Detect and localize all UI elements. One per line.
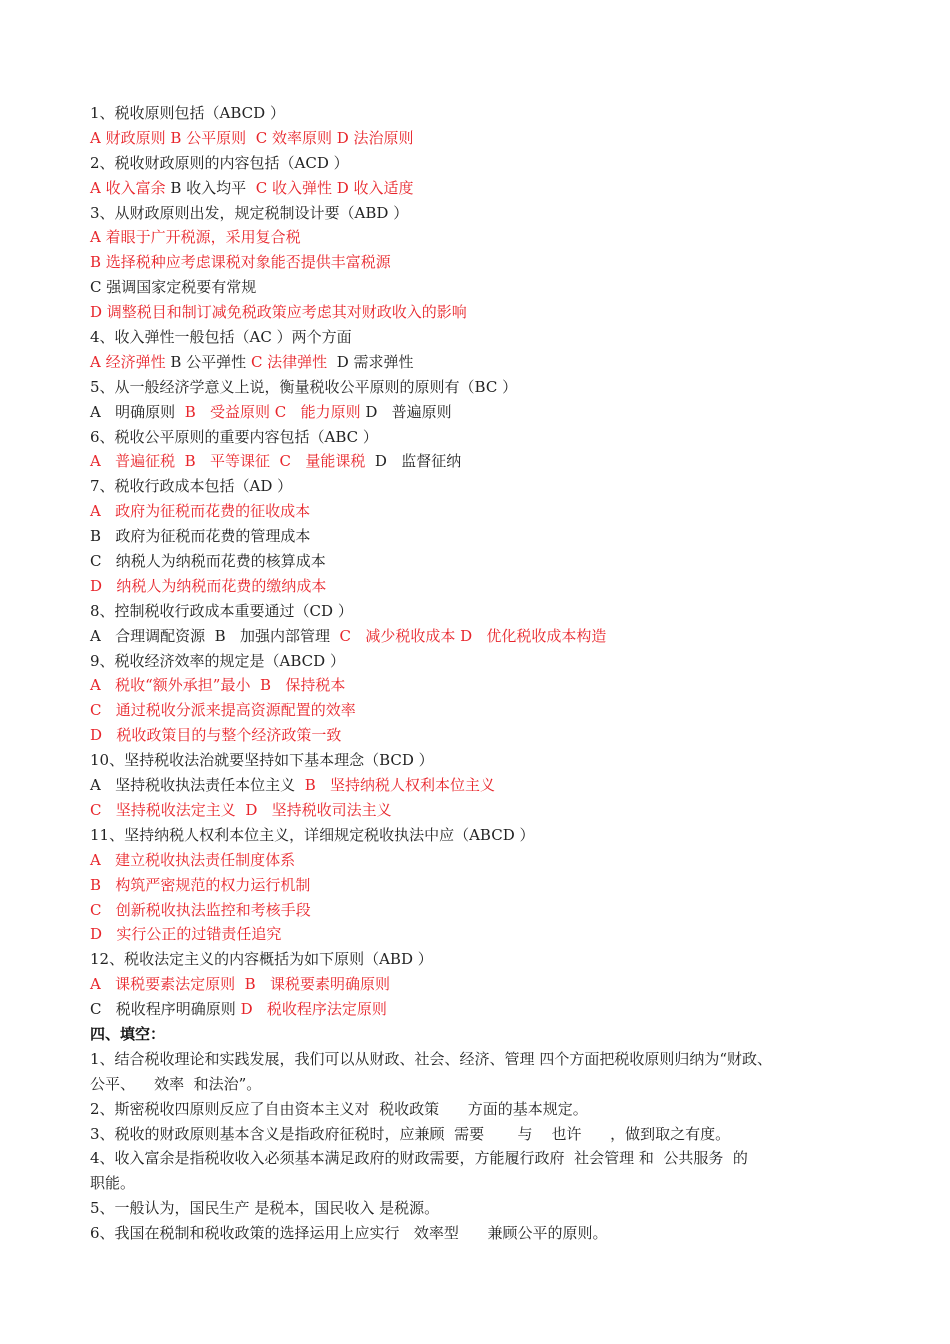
text-line [90, 1221, 870, 1246]
text-line [90, 1146, 870, 1171]
question-text: 2、税收财政原则的内容包括（ACD ） [90, 153, 349, 172]
text-line [90, 549, 870, 574]
text-line [90, 201, 870, 226]
question-text: 4、收入弹性一般包括（AC ）两个方面 [90, 328, 352, 347]
text-line [90, 773, 870, 798]
answer-text: D 实行公正的过错责任追究 [90, 925, 282, 944]
answer-text: B 坚持纳税人权利本位主义 [304, 776, 496, 795]
text-line [90, 1122, 870, 1147]
question-text: 7、税收行政成本包括（AD ） [90, 477, 293, 496]
question-text: 1、税收原则包括（ABCD ） [90, 104, 285, 122]
question-text: A 坚持税收执法责任本位主义 [90, 776, 305, 795]
question-text: 11、坚持纳税人权利本位主义，详细规定税收执法中应（ABCD ） [90, 825, 535, 844]
text-line [90, 449, 870, 474]
question-text: 10、坚持税收法治就要坚持如下基本理念（BCD ） [90, 751, 434, 770]
text-line [90, 275, 870, 300]
text-line [90, 723, 870, 748]
answer-text: A 经济弹性 [90, 352, 166, 371]
answer-text: A 税收“额外承担”最小 B 保持税本 [90, 676, 346, 695]
text-line [90, 250, 870, 275]
answer-text: D 税收政策目的与整个经济政策一致 [90, 726, 342, 745]
question-text: 6、我国在税制和税收政策的选择运用上应实行 效率型 兼顾公平的原则。 [90, 1224, 608, 1243]
answer-text: C 通过税收分派来提高资源配置的效率 [90, 701, 356, 720]
question-text: B 收入均平 [165, 178, 251, 197]
question-text: A 明确原则 [90, 402, 185, 421]
text-line [90, 898, 870, 923]
answer-text: A 收入富余 [90, 178, 166, 197]
text-line [90, 400, 870, 425]
text-line [90, 474, 870, 499]
text-line [90, 649, 870, 674]
text-line [90, 1196, 870, 1221]
answer-text: A 财政原则 B 公平原则 C 效率原则 D 法治原则 [90, 128, 414, 147]
answer-text: A 政府为征税而花费的征收成本 [90, 502, 311, 521]
question-text: 3、从财政原则出发，规定税制设计要（ABD ） [90, 203, 409, 222]
text-line [90, 1171, 870, 1196]
question-text: C 纳税人为纳税而花费的核算成本 [90, 552, 326, 571]
text-line [90, 873, 870, 898]
text-line [90, 997, 870, 1022]
answer-text: C 法律弹性 [250, 352, 332, 371]
answer-text: C 收入弹性 D 收入适度 [250, 178, 414, 197]
text-line [90, 574, 870, 599]
document-body [90, 101, 870, 1246]
question-text: B 公平弹性 [165, 352, 251, 371]
text-line [90, 748, 870, 773]
question-text: A 合理调配资源 B 加强内部管理 [90, 626, 340, 645]
answer-text: A 着眼于广开税源，采用复合税 [90, 228, 301, 247]
text-line [90, 375, 870, 400]
answer-text: C 减少税收成本 D 优化税收成本构造 [339, 626, 607, 645]
answer-text: A 课税要素法定原则 B 课税要素明确原则 [90, 975, 391, 994]
answer-text: D 纳税人为纳税而花费的缴纳成本 [90, 576, 327, 595]
answer-text: C 创新税收执法监控和考核手段 [90, 900, 311, 919]
answer-text: D 调整税目和制订减免税政策应考虑其对财政收入的影响 [90, 303, 467, 322]
answer-text: A 普遍征税 B 平等课征 C 量能课税 [90, 452, 371, 471]
text-line [90, 599, 870, 624]
question-text: C 税收程序明确原则 [90, 1000, 241, 1019]
text-line [90, 798, 870, 823]
question-text: 2、斯密税收四原则反应了自由资本主义对 税收政策 方面的基本规定。 [90, 1099, 588, 1118]
question-text: D 普遍原则 [360, 402, 452, 421]
text-line [90, 673, 870, 698]
question-text: B 政府为征税而花费的管理成本 [90, 527, 311, 546]
question-text: 5、一般认为，国民生产 是税本，国民收入 是税源。 [90, 1199, 440, 1218]
text-line [90, 350, 870, 375]
question-text: D 监督征纳 [370, 452, 462, 471]
answer-text: B 构筑严密规范的权力运行机制 [90, 875, 311, 894]
text-line [90, 1097, 870, 1122]
text-line [90, 151, 870, 176]
text-line [90, 524, 870, 549]
text-line [90, 1072, 870, 1097]
question-text: 公平、 效率 和法治”。 [90, 1074, 262, 1093]
question-text: 3、税收的财政原则基本含义是指政府征税时，应兼顾 需要 与 也许 ，做到取之有度。 [90, 1124, 731, 1143]
question-text: 5、从一般经济学意义上说，衡量税收公平原则的原则有（BC ） [90, 377, 518, 396]
text-line [90, 425, 870, 450]
text-line [90, 101, 870, 126]
text-line [90, 698, 870, 723]
text-line [90, 499, 870, 524]
section-heading: 四、填空： [90, 1024, 166, 1043]
text-line [90, 624, 870, 649]
text-line [90, 1022, 870, 1047]
text-line [90, 325, 870, 350]
question-text: 1、结合税收理论和实践发展，我们可以从财政、社会、经济、管理 四个方面把税收原则归纳为“财政、 [90, 1049, 772, 1068]
answer-text: B 选择税种应考虑课税对象能否提供丰富税源 [90, 253, 391, 272]
text-line [90, 972, 870, 997]
text-line [90, 225, 870, 250]
question-text: 9、税收经济效率的规定是（ABCD ） [90, 651, 345, 670]
question-text: C 强调国家定税要有常规 [90, 278, 257, 297]
text-line [90, 126, 870, 151]
text-line [90, 1047, 870, 1072]
question-text: 8、控制税收行政成本重要通过（CD ） [90, 601, 353, 620]
answer-text: B 受益原则 C 能力原则 [184, 402, 361, 421]
text-line [90, 300, 870, 325]
question-text: 12、税收法定主义的内容概括为如下原则（ABD ） [90, 950, 433, 969]
answer-text: A 建立税收执法责任制度体系 [90, 850, 296, 869]
answer-text: C 坚持税收法定主义 D 坚持税收司法主义 [90, 800, 392, 819]
question-text: 4、收入富余是指税收收入必须基本满足政府的财政需要，方能履行政府 社会管理 和 公共服务 的 [90, 1149, 748, 1168]
text-line [90, 823, 870, 848]
text-line [90, 947, 870, 972]
question-text: 职能。 [90, 1174, 136, 1193]
text-line [90, 848, 870, 873]
text-line [90, 176, 870, 201]
question-text: D 需求弹性 [331, 352, 414, 371]
answer-text: D 税收程序法定原则 [240, 1000, 387, 1019]
text-line [90, 922, 870, 947]
question-text: 6、税收公平原则的重要内容包括（ABC ） [90, 427, 378, 446]
